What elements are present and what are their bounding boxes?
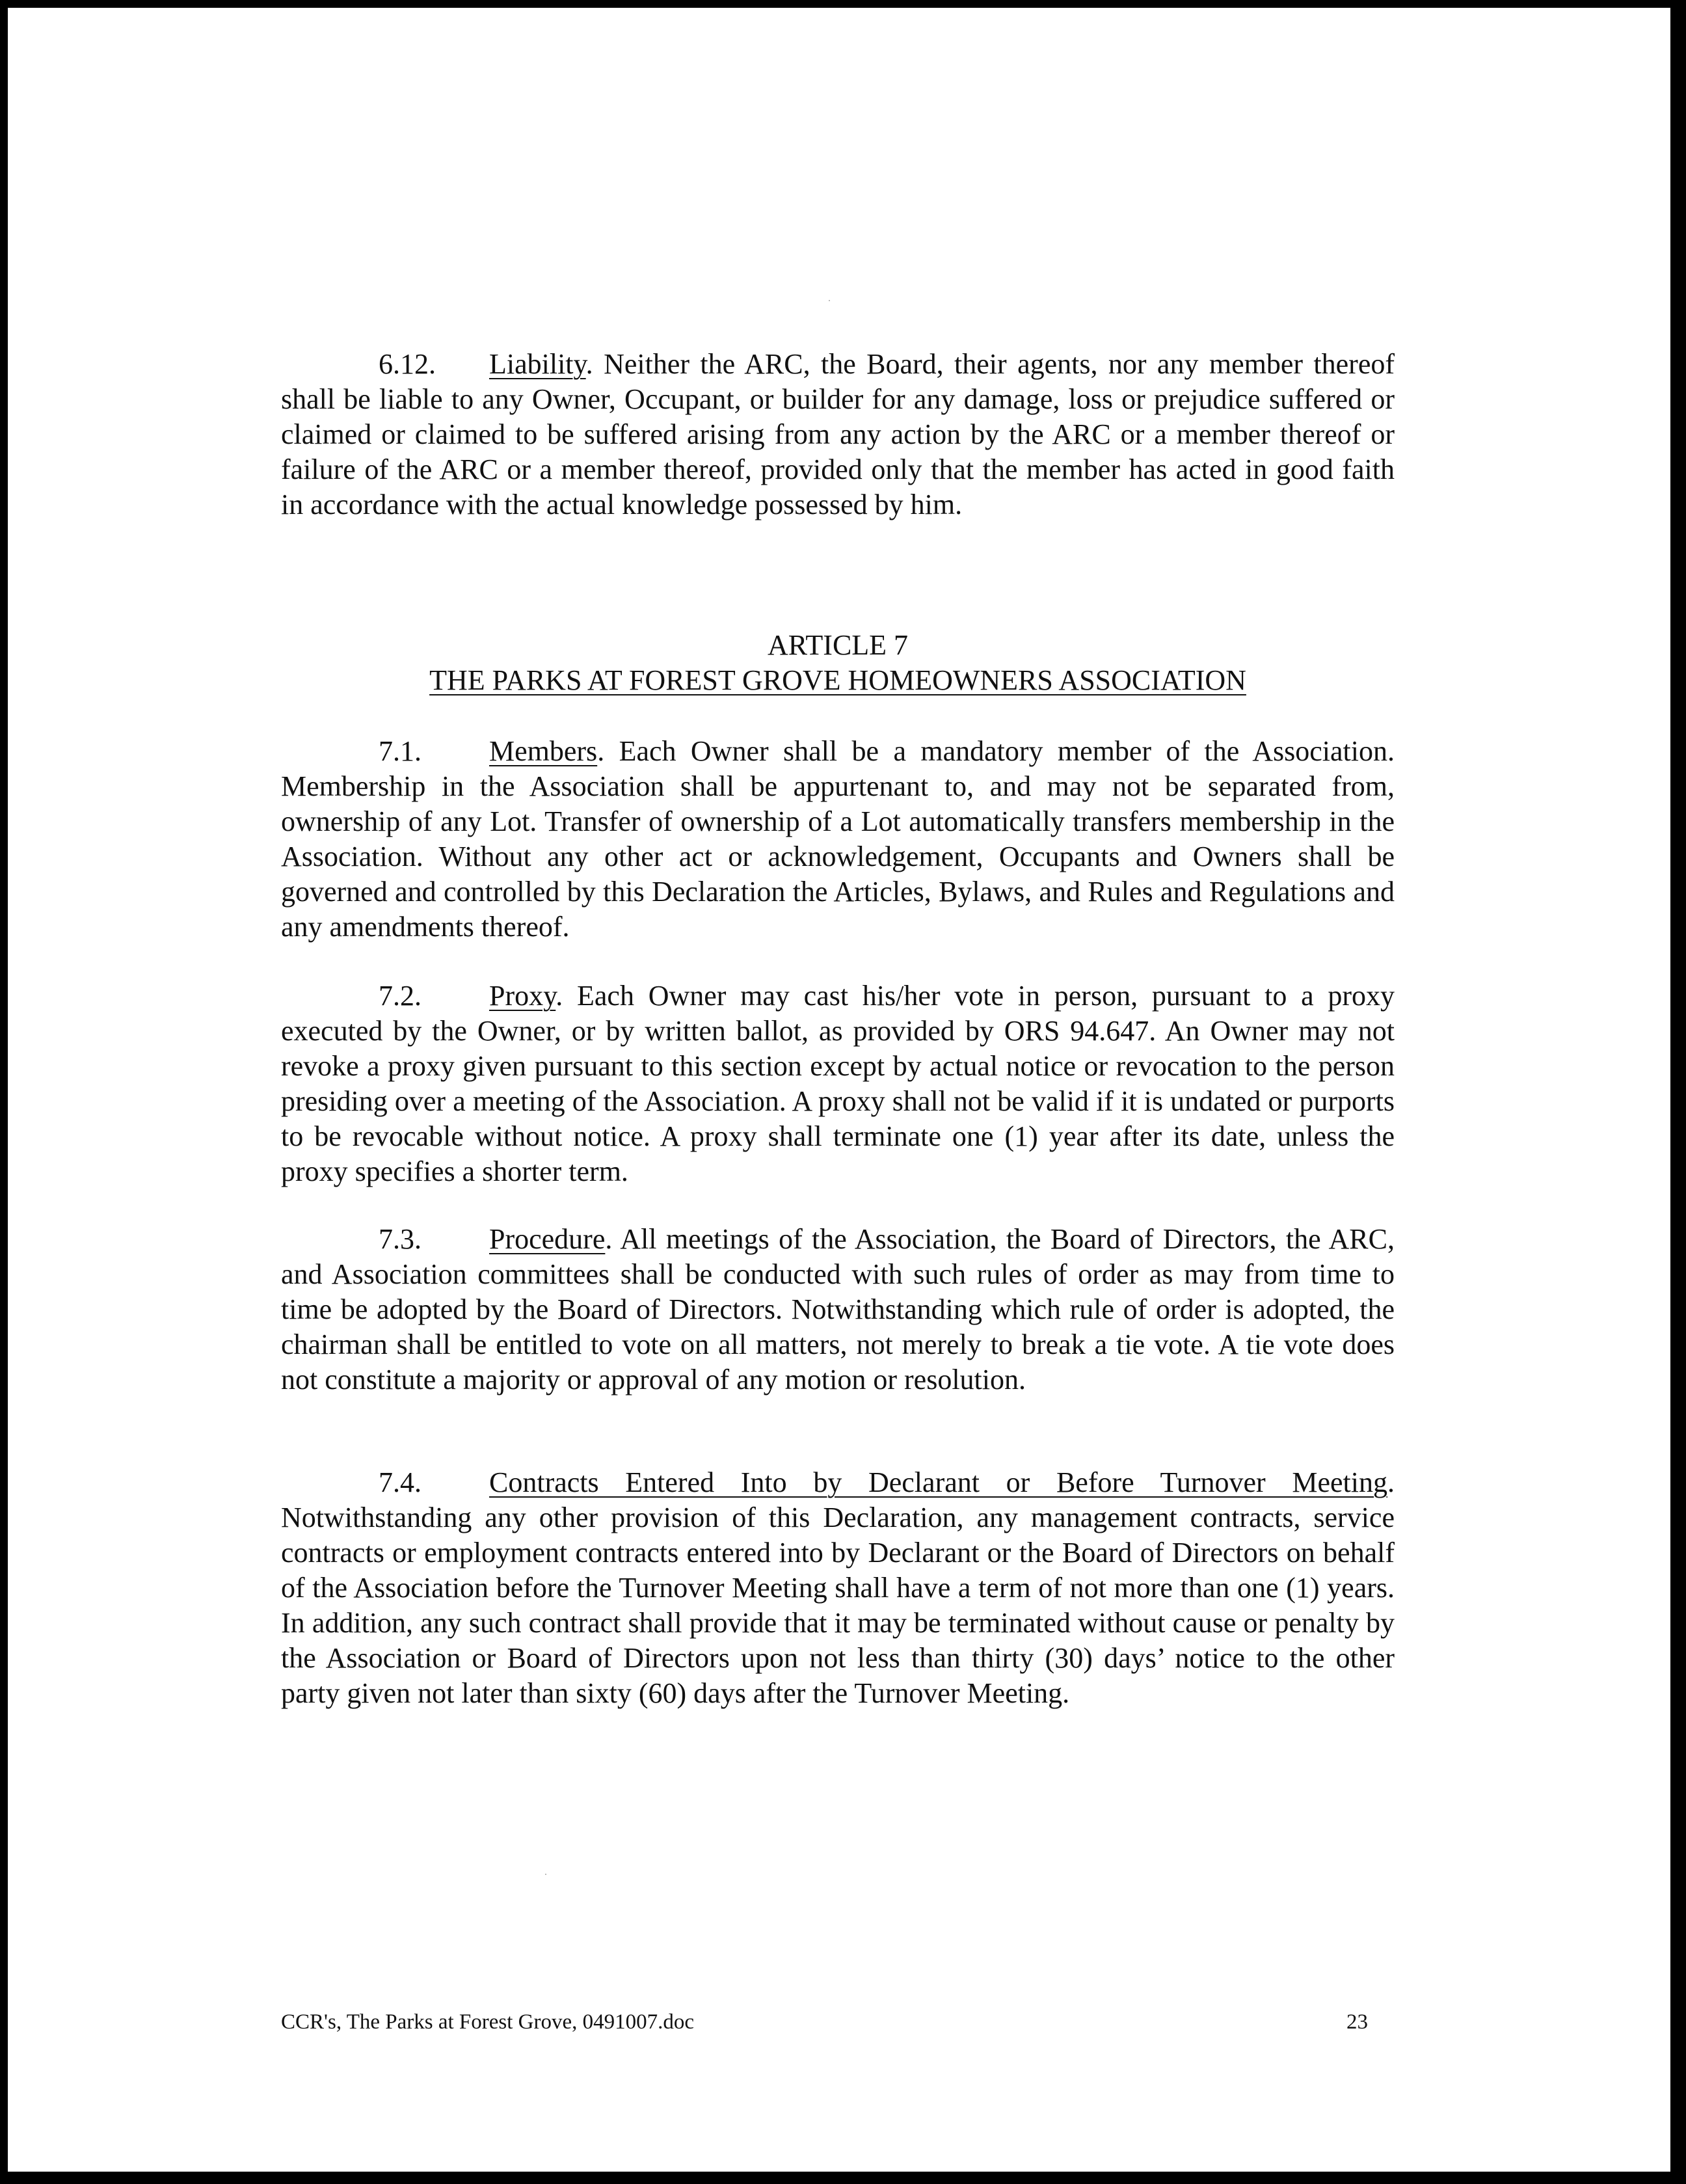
scan-speck [829, 300, 830, 301]
section-7-3 [281, 1222, 1395, 1397]
section-paragraph [281, 1222, 1395, 1397]
article-heading [281, 628, 1395, 698]
section-7-1 [281, 734, 1395, 945]
section-paragraph [281, 734, 1395, 945]
section-heading: Liability [489, 348, 586, 380]
page-number: 23 [1346, 2010, 1368, 2034]
section-number: 7.3. [379, 1223, 421, 1255]
scan-speck [545, 1874, 546, 1875]
section-number: 6.12. [379, 348, 436, 380]
section-paragraph [281, 978, 1395, 1189]
section-body: . All meetings of the Association, the Board of Directors, the ARC, and Association committees shall be conducted with such rules of order as may from time to time be adopted by the Board of Directors. Notwithstanding which rule of order is adopted, the chairman shall be entitled to vote on all matters, not merely to break a tie vote. A tie vote does not constitute a majority or approval of any motion or resolution. [281, 1223, 1395, 1395]
article-label: ARTICLE 7 [767, 629, 909, 661]
section-paragraph [281, 347, 1395, 522]
section-heading: Procedure [489, 1223, 606, 1255]
document-page [8, 8, 1670, 2172]
section-7-4 [281, 1465, 1395, 1711]
section-heading: Proxy [489, 980, 556, 1012]
section-7-2 [281, 978, 1395, 1189]
section-6-12 [281, 347, 1395, 522]
section-heading: Members [489, 735, 598, 767]
section-heading: Contracts Entered Into by Declarant or Before Turnover Meeting [489, 1466, 1387, 1498]
footer-filename: CCR's, The Parks at Forest Grove, 0491007.doc [281, 2010, 695, 2034]
section-number: 7.1. [379, 735, 421, 767]
section-paragraph [281, 1465, 1395, 1711]
section-number: 7.4. [379, 1466, 421, 1498]
section-number: 7.2. [379, 980, 421, 1012]
section-body: . Notwithstanding any other provision of this Declaration, any management contracts, service contracts or employment contracts entered into by Declarant or the Board of Directors on behalf of the Association before the Turnover Meeting shall have a term of not more than one (1) years. In addition, any such contract shall provide that it may be terminated without cause or penalty by the Association or Board of Directors upon not less than thirty (30) days’ notice to the other party given not later than sixty (60) days after the Turnover Meeting. [281, 1466, 1395, 1709]
article-title: THE PARKS AT FOREST GROVE HOMEOWNERS ASSOCIATION [429, 664, 1246, 696]
section-body: . Neither the ARC, the Board, their agents, nor any member thereof shall be liable to any Owner, Occupant, or builder for any damage, loss or prejudice suffered or claimed or claimed to be suffered arising from any action by the ARC or a member thereof or failure of the ARC or a member thereof, provided only that the member has acted in good faith in accordance with the actual knowledge possessed by him. [281, 348, 1395, 520]
section-body: . Each Owner may cast his/her vote in person, pursuant to a proxy executed by the Owner, or by written ballot, as provided by ORS 94.647. An Owner may not revoke a proxy given pursuant to this section except by actual notice or revocation to the person presiding over a meeting of the Association. A proxy shall not be valid if it is undated or purports to be revocable without notice. A proxy shall terminate one (1) year after its date, unless the proxy specifies a shorter term. [281, 980, 1395, 1187]
section-body: . Each Owner shall be a mandatory member of the Association. Membership in the Association shall be appurtenant to, and may not be separated from, ownership of any Lot. Transfer of ownership of a Lot automatically transfers membership in the Association. Without any other act or acknowledgement, Occupants and Owners shall be governed and controlled by this Declaration the Articles, Bylaws, and Rules and Regulations and any amendments thereof. [281, 735, 1395, 943]
